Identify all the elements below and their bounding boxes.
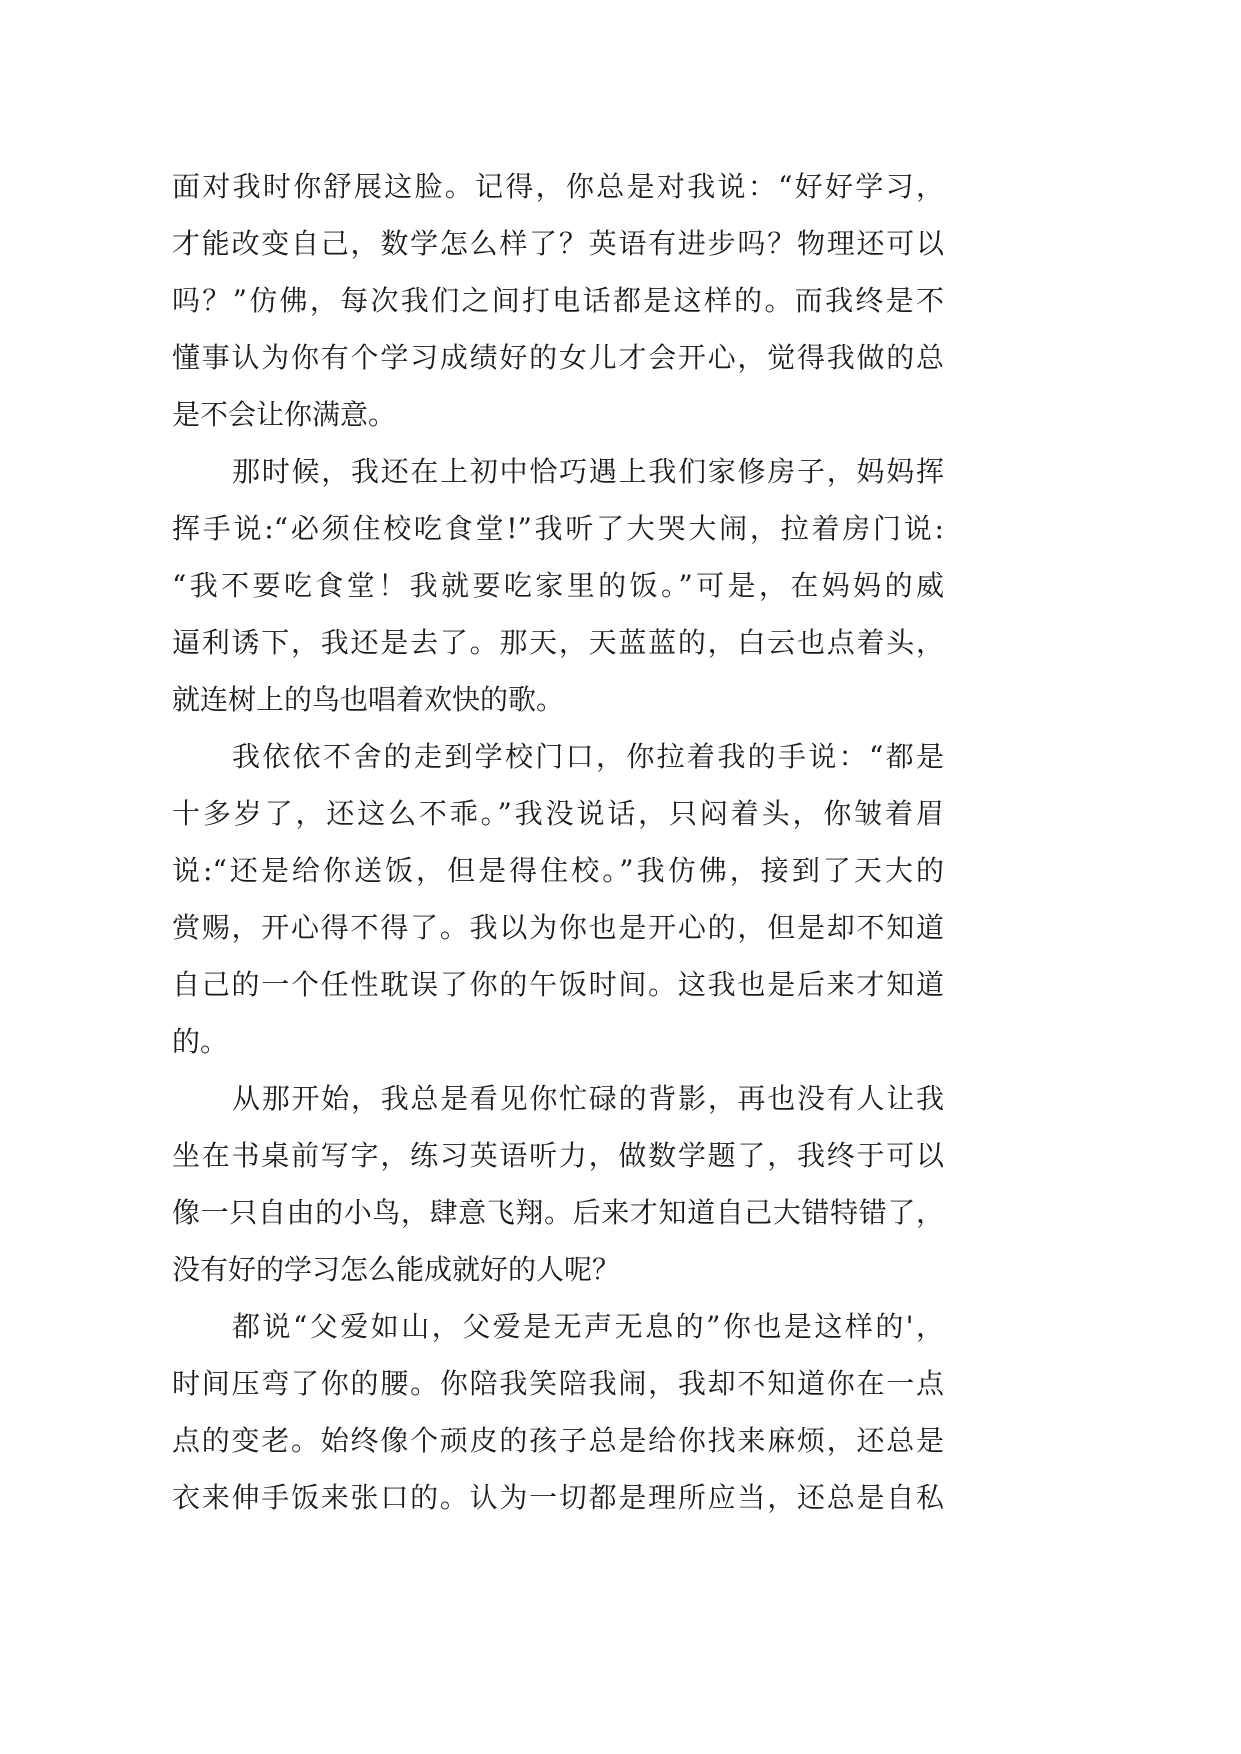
text-line: 我依依不舍的走到学校门口，你拉着我的手说：“都是 [232,740,944,773]
paragraph [172,1070,944,1298]
paragraph [172,728,944,1070]
text-line: 逼利诱下，我还是去了。那天，天蓝蓝的，白云也点着头， [172,626,944,659]
text-line: 坐在书桌前写字，练习英语听力，做数学题了，我终于可以 [172,1139,944,1172]
text-line: 的。 [172,1025,229,1058]
text-line: 就连树上的鸟也唱着欢快的歌。 [172,683,565,716]
text-line: 衣来伸手饭来张口的。认为一切都是理所应当，还总是自私 [172,1481,944,1514]
text-line: 吗？”仿佛，每次我们之间打电话都是这样的。而我终是不 [172,284,944,317]
paragraph [172,158,944,443]
text-line: 挥手说:“必须住校吃食堂!”我听了大哭大闹，拉着房门说: [172,512,944,545]
paragraph [172,1298,944,1526]
text-line: 十多岁了，还这么不乖。”我没说话，只闷着头，你皱着眉 [172,797,944,830]
text-line: 像一只自由的小鸟，肆意飞翔。后来才知道自己大错特错了， [172,1196,944,1229]
text-line: 才能改变自己，数学怎么样了？英语有进步吗？物理还可以 [172,227,944,260]
text-line: 时间压弯了你的腰。你陪我笑陪我闹，我却不知道你在一点 [172,1367,944,1400]
text-line: 懂事认为你有个学习成绩好的女儿才会开心，觉得我做的总 [172,341,944,374]
body-text [172,158,944,1526]
text-line: 赏赐，开心得不得了。我以为你也是开心的，但是却不知道 [172,911,944,944]
text-line: 自己的一个任性耽误了你的午饭时间。这我也是后来才知道 [172,968,944,1001]
text-line: 点的变老。始终像个顽皮的孩子总是给你找来麻烦，还总是 [172,1424,944,1457]
text-line: “我不要吃食堂！我就要吃家里的饭。”可是，在妈妈的威 [172,569,944,602]
text-line: 都说“父爱如山，父爱是无声无息的”你也是这样的'， [232,1310,944,1343]
text-line: 是不会让你满意。 [172,398,397,431]
text-line: 从那开始，我总是看见你忙碌的背影，再也没有人让我 [232,1082,944,1115]
text-line: 面对我时你舒展这脸。记得，你总是对我说：“好好学习， [172,170,944,203]
text-line: 那时候，我还在上初中恰巧遇上我们家修房子，妈妈挥 [232,455,944,488]
text-line: 说:“还是给你送饭，但是得住校。”我仿佛，接到了天大的 [172,854,944,887]
text-line: 没有好的学习怎么能成就好的人呢？ [172,1253,621,1286]
paragraph [172,443,944,728]
